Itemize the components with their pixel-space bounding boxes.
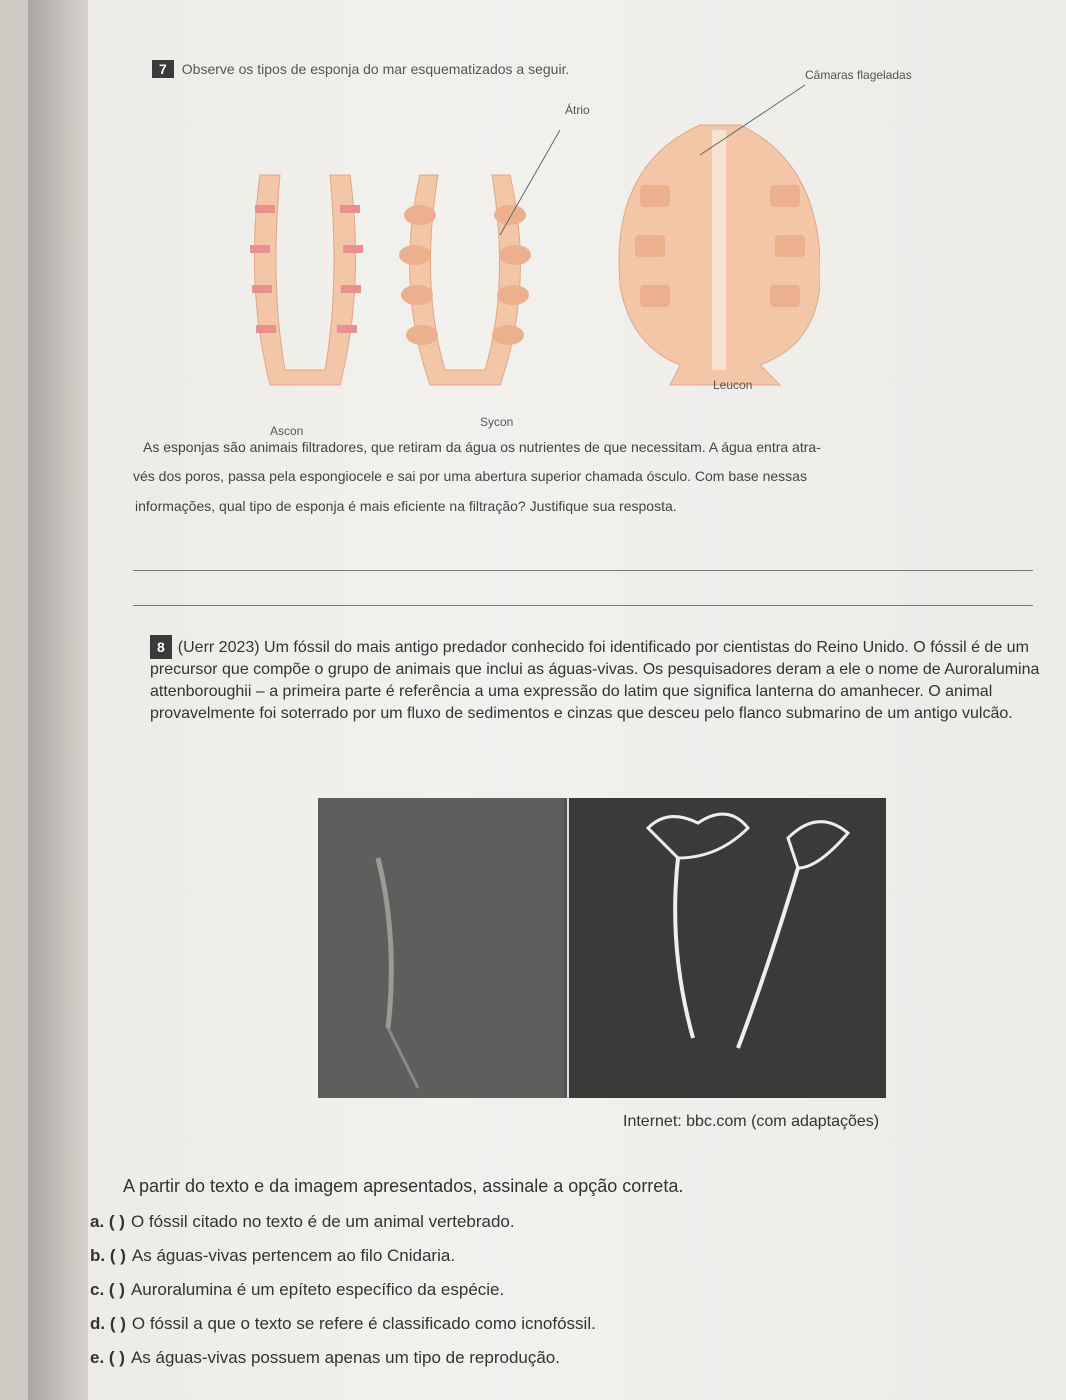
question-7-line-1: As esponjas são animais filtradores, que retiram da água os nutrientes de que necessitam. A água entra atra- [143, 439, 821, 455]
page-binding-shadow [28, 0, 88, 1400]
fossil-photo [318, 798, 886, 1098]
answer-line [133, 570, 1033, 571]
option-text: O fóssil a que o texto se refere é classificado como icnofóssil. [131, 1314, 596, 1333]
question-prompt: A partir do texto e da imagem apresentados, assinale a opção correta. [123, 1176, 684, 1196]
option-b[interactable] [90, 1246, 455, 1266]
option-e[interactable] [90, 1348, 560, 1368]
sponge-types-diagram [200, 85, 820, 415]
option-d[interactable] [90, 1314, 596, 1334]
label-atrio: Átrio [565, 103, 590, 117]
ascon-sponge [250, 175, 363, 385]
question-number: 7 [152, 60, 174, 78]
sycon-sponge [399, 175, 531, 385]
option-text: O fóssil citado no texto é de um animal vertebrado. [130, 1212, 515, 1231]
leucon-sponge [619, 125, 820, 385]
option-letter: c. ( ) [90, 1280, 125, 1299]
option-c[interactable] [90, 1280, 504, 1300]
option-letter: d. ( ) [90, 1314, 126, 1333]
question-instruction: Observe os tipos de esponja do mar esquematizados a seguir. [181, 61, 570, 77]
label-leucon: Leucon [713, 378, 753, 392]
label-ascon: Ascon [270, 424, 304, 438]
question-7-line-3: informações, qual tipo de esponja é mais eficiente na filtração? Justifique sua resposta. [135, 498, 677, 514]
question-7-header [152, 60, 569, 78]
label-camaras-flageladas: Câmaras flageladas [805, 68, 912, 82]
option-text: As águas-vivas possuem apenas um tipo de reprodução. [130, 1348, 560, 1367]
question-8-body: (Uerr 2023) Um fóssil do mais antigo predador conhecido foi identificado por cientistas do Reino Unido. O fóssil é de um precursor que compõe o grupo de animais que inclui as águas-vivas. Os pesquisadores deram a ele o nome de Auroralumina attenboroughii – a primeira parte é referência a uma expressão do latim que significa lanterna do amanhecer. O animal provavelmente foi soterrado por um fluxo de sedimentos e cinzas que desceu pelo flanco submarino de um antigo vulcão. [150, 639, 1040, 722]
answer-line [133, 605, 1033, 606]
option-letter: e. ( ) [90, 1348, 125, 1367]
option-letter: b. ( ) [90, 1246, 126, 1265]
option-text: As águas-vivas pertencem ao filo Cnidaria. [131, 1246, 456, 1265]
option-a[interactable] [90, 1212, 515, 1232]
option-letter: a. ( ) [90, 1212, 125, 1231]
label-sycon: Sycon [480, 415, 514, 429]
image-credit: Internet: bbc.com (com adaptações) [623, 1113, 880, 1130]
question-8-text [150, 635, 1050, 725]
question-7-line-2: vés dos poros, passa pela espongiocele e sai por uma abertura superior chamada ósculo. Com base nessas [133, 468, 807, 484]
option-text: Auroralumina é um epíteto específico da espécie. [130, 1280, 505, 1299]
question-number: 8 [150, 635, 172, 659]
